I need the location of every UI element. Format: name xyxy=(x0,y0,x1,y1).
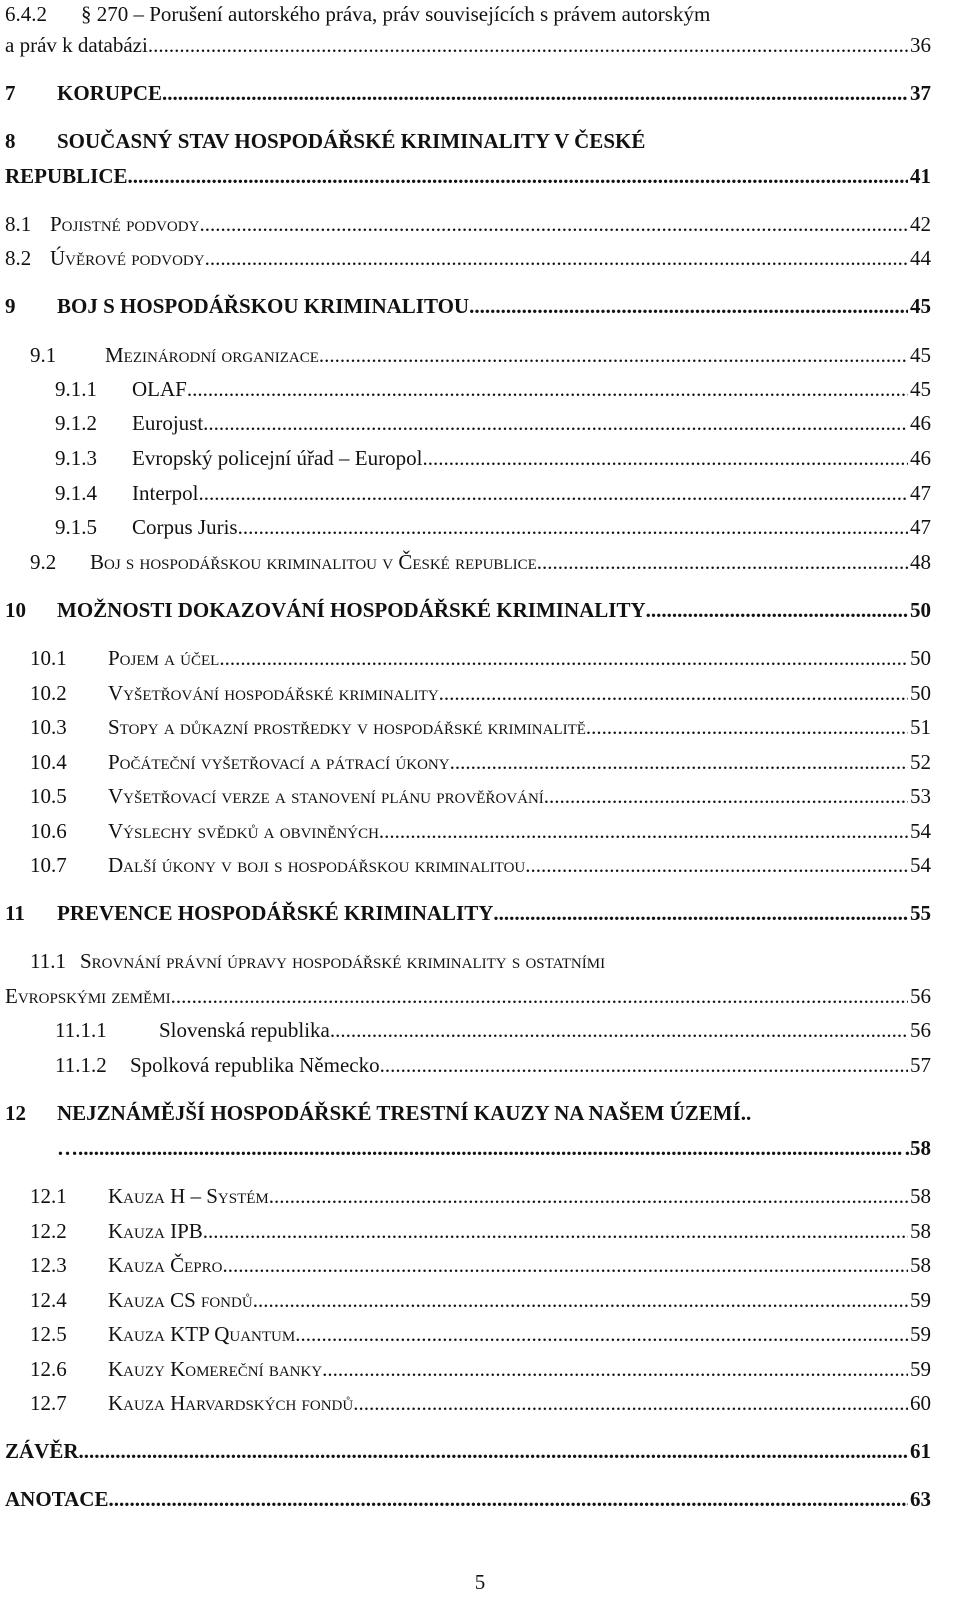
toc-number: 12.3 xyxy=(30,1253,67,1277)
dot-leader xyxy=(203,409,908,437)
toc-title: BOJ S HOSPODÁŘSKOU KRIMINALITOU xyxy=(57,294,470,318)
toc-page: 54 xyxy=(910,853,931,877)
toc-title: Slovenská republika xyxy=(159,1018,330,1042)
toc-entry-zaver[interactable] xyxy=(5,1437,931,1465)
toc-title: Vyšetřovací verze a stanovení plánu prověřování xyxy=(108,784,544,808)
toc-number: 12.2 xyxy=(30,1219,67,1243)
toc-title: Stopy a důkazní prostředky v hospodářské kriminalitě xyxy=(108,715,586,739)
toc-number: 9.1.5 xyxy=(55,515,97,539)
toc-page: 50 xyxy=(910,681,931,705)
toc-entry-9-2[interactable] xyxy=(5,548,931,576)
dot-leader xyxy=(253,1286,908,1314)
toc-page: 57 xyxy=(910,1053,931,1077)
toc-title: Eurojust xyxy=(132,411,204,435)
toc-title: a práv k databázi xyxy=(5,33,148,57)
dot-leader xyxy=(450,748,908,776)
toc-entry-9[interactable] xyxy=(5,292,931,320)
toc-entry-8-1[interactable] xyxy=(5,210,931,238)
dot-leader xyxy=(469,292,908,320)
toc-title: MOŽNOSTI DOKAZOVÁNÍ HOSPODÁŘSKÉ KRIMINALITY xyxy=(57,598,646,622)
toc-page: 58 xyxy=(910,1253,931,1277)
toc-title: ZÁVĚR xyxy=(5,1439,79,1463)
toc-title: Boj s hospodářskou kriminalitou v České republice xyxy=(90,550,537,574)
dot-leader xyxy=(148,31,908,59)
toc-entry-9-1-3[interactable] xyxy=(5,444,931,472)
toc-page: 44 xyxy=(910,246,931,270)
toc-entry-10-3[interactable] xyxy=(5,713,931,741)
toc-number: 8.1 xyxy=(5,212,32,236)
dot-leader xyxy=(322,1355,908,1383)
toc-title: Srovnání právní úpravy hospodářské kriminality s ostatními xyxy=(80,949,606,973)
dot-leader xyxy=(128,162,908,190)
toc-number: 12 xyxy=(5,1101,26,1125)
toc-number: 10.4 xyxy=(30,750,67,774)
toc-entry-6-4-2-cont[interactable] xyxy=(5,31,931,59)
dot-leader xyxy=(380,1051,908,1079)
toc-page: 41 xyxy=(910,164,931,188)
toc-page: 45 xyxy=(910,377,931,401)
toc-entry-8-cont[interactable] xyxy=(5,162,931,190)
toc-number: 10.1 xyxy=(30,646,67,670)
toc-entry-9-1-5[interactable] xyxy=(5,513,931,541)
toc-page: 59 xyxy=(910,1288,931,1312)
dot-leader xyxy=(319,341,908,369)
toc-entry-9-1-1[interactable] xyxy=(5,375,931,403)
toc-title: Pojem a účel xyxy=(108,646,220,670)
toc-number: 9.1.3 xyxy=(55,446,97,470)
toc-title: Mezinárodní organizace xyxy=(105,343,319,367)
dot-leader xyxy=(422,444,908,472)
toc-page: .58 xyxy=(904,1136,931,1160)
dot-leader xyxy=(330,1016,908,1044)
toc-page: 45 xyxy=(910,343,931,367)
toc-number: 7 xyxy=(5,81,16,105)
toc-entry-9-1[interactable] xyxy=(5,341,931,369)
toc-number: 12.7 xyxy=(30,1391,67,1415)
toc-entry-9-1-2[interactable] xyxy=(5,409,931,437)
toc-entry-10-1[interactable] xyxy=(5,644,931,672)
dot-leader xyxy=(353,1389,908,1417)
toc-entry-10-4[interactable] xyxy=(5,748,931,776)
toc-title: Evropskými zeměmi xyxy=(5,984,171,1008)
toc-page: 50 xyxy=(910,646,931,670)
toc-page: 58 xyxy=(910,1219,931,1243)
dot-leader xyxy=(646,596,908,624)
toc-number: 9.1.1 xyxy=(55,377,97,401)
dot-leader xyxy=(198,479,908,507)
toc-entry-12-cont[interactable] xyxy=(5,1134,931,1162)
dot-leader xyxy=(219,644,908,672)
dot-leader xyxy=(203,1217,908,1245)
toc-page: 45 xyxy=(910,294,931,318)
toc-entry-11-1[interactable] xyxy=(5,947,931,975)
toc-title: Kauzy Komereční banky xyxy=(108,1357,323,1381)
toc-entry-10[interactable] xyxy=(5,596,931,624)
toc-title: SOUČASNÝ STAV HOSPODÁŘSKÉ KRIMINALITY V ČESKÉ xyxy=(57,129,646,153)
toc-page: 59 xyxy=(910,1322,931,1346)
toc-title: Pojistné podvody xyxy=(50,212,200,236)
toc-number: 10.5 xyxy=(30,784,67,808)
toc-number: 11.1.2 xyxy=(55,1053,107,1077)
toc-entry-12[interactable] xyxy=(5,1099,931,1127)
toc-number: 10.3 xyxy=(30,715,67,739)
dot-leader xyxy=(295,1320,908,1348)
dot-leader xyxy=(162,79,908,107)
toc-entry-12-5[interactable] xyxy=(5,1320,931,1348)
toc-page: 53 xyxy=(910,784,931,808)
toc-title: OLAF xyxy=(132,377,187,401)
toc-entry-8-2[interactable] xyxy=(5,244,931,272)
toc-page: 42 xyxy=(910,212,931,236)
toc-entry-12-7[interactable] xyxy=(5,1389,931,1417)
dot-leader xyxy=(238,513,908,541)
toc-entry-12-4[interactable] xyxy=(5,1286,931,1314)
toc-page: 47 xyxy=(910,515,931,539)
toc-page: 47 xyxy=(910,481,931,505)
toc-title: … xyxy=(57,1136,78,1160)
toc-title: Výslechy svědků a obviněných xyxy=(108,819,379,843)
page-number: 5 xyxy=(474,1570,486,1594)
toc-title: Kauza IPB xyxy=(108,1219,203,1243)
toc-entry-8[interactable] xyxy=(5,127,931,155)
toc-entry-11[interactable] xyxy=(5,899,931,927)
toc-title: Spolková republika Německo xyxy=(130,1053,380,1077)
toc-entry-12-6[interactable] xyxy=(5,1355,931,1383)
toc-page: 37 xyxy=(910,81,931,105)
dot-leader xyxy=(108,1485,908,1513)
toc-number: 10 xyxy=(5,598,26,622)
toc-number: 12.4 xyxy=(30,1288,67,1312)
toc-title: ANOTACE xyxy=(5,1487,109,1511)
toc-title: Počáteční vyšetřovací a pátrací úkony xyxy=(108,750,450,774)
toc-number: 11 xyxy=(5,901,25,925)
toc-page: 54 xyxy=(910,819,931,843)
toc-number: 9.2 xyxy=(30,550,57,574)
dot-leader xyxy=(537,548,908,576)
toc-number: 8.2 xyxy=(5,246,32,270)
dot-leader xyxy=(439,679,908,707)
dot-leader xyxy=(171,982,908,1010)
dot-leader xyxy=(379,817,908,845)
toc-number: 10.7 xyxy=(30,853,67,877)
toc-entry-9-1-4[interactable] xyxy=(5,479,931,507)
toc-number: 9.1.4 xyxy=(55,481,97,505)
toc-entry-10-7[interactable] xyxy=(5,851,931,879)
dot-leader xyxy=(544,782,908,810)
toc-number: 11.1 xyxy=(30,949,66,973)
toc-page: 48 xyxy=(910,550,931,574)
dot-leader xyxy=(222,1251,908,1279)
toc-page: 46 xyxy=(910,446,931,470)
toc-entry-11-1-2[interactable] xyxy=(5,1051,931,1079)
toc-number: 12.5 xyxy=(30,1322,67,1346)
toc-page: 46 xyxy=(910,411,931,435)
toc-entry-anotace[interactable] xyxy=(5,1485,931,1513)
toc-entry-10-5[interactable] xyxy=(5,782,931,810)
toc-entry-10-2[interactable] xyxy=(5,679,931,707)
toc-number: 10.2 xyxy=(30,681,67,705)
dot-leader xyxy=(205,244,908,272)
toc-page: 50 xyxy=(910,598,931,622)
toc-title: Úvěrové podvody xyxy=(50,246,205,270)
dot-leader xyxy=(78,1134,903,1162)
toc-entry-7[interactable] xyxy=(5,79,931,107)
toc-title: Další úkony v boji s hospodářskou kriminalitou xyxy=(108,853,526,877)
toc-entry-6-4-2[interactable] xyxy=(5,0,931,28)
toc-number: 8 xyxy=(5,129,16,153)
dot-leader xyxy=(493,899,908,927)
toc-page: 59 xyxy=(910,1357,931,1381)
dot-leader xyxy=(586,713,908,741)
toc-page: 51 xyxy=(910,715,931,739)
dot-leader xyxy=(269,1182,908,1210)
toc-entry-11-1-1[interactable] xyxy=(5,1016,931,1044)
toc-title: Kauza H – Systém xyxy=(108,1184,269,1208)
toc-page: 56 xyxy=(910,1018,931,1042)
toc-number: 12.1 xyxy=(30,1184,67,1208)
dot-leader xyxy=(187,375,908,403)
toc-page: 52 xyxy=(910,750,931,774)
dot-leader xyxy=(525,851,908,879)
toc-title: Evropský policejní úřad – Europol xyxy=(132,446,423,470)
dot-leader xyxy=(79,1437,908,1465)
toc-page: 55 xyxy=(910,901,931,925)
toc-title: Vyšetřování hospodářské kriminality xyxy=(108,681,439,705)
toc-title: Kauza KTP Quantum xyxy=(108,1322,296,1346)
toc-page: 61 xyxy=(910,1439,931,1463)
toc-number: 10.6 xyxy=(30,819,67,843)
toc-number: 6.4.2 xyxy=(5,2,47,26)
toc-number: 12.6 xyxy=(30,1357,67,1381)
toc-page: 63 xyxy=(910,1487,931,1511)
toc-title: Corpus Juris xyxy=(132,515,238,539)
toc-number: 9.1.2 xyxy=(55,411,97,435)
toc-number: 11.1.1 xyxy=(55,1018,107,1042)
toc-entry-11-1-cont[interactable] xyxy=(5,982,931,1010)
toc-title: Kauza CS fondů xyxy=(108,1288,253,1312)
toc-entry-10-6[interactable] xyxy=(5,817,931,845)
toc-entry-12-1[interactable] xyxy=(5,1182,931,1210)
toc-title: NEJZNÁMĚJŠÍ HOSPODÁŘSKÉ TRESTNÍ KAUZY NA NAŠEM ÚZEMÍ.. xyxy=(57,1101,752,1125)
toc-title: Interpol xyxy=(132,481,199,505)
dot-leader xyxy=(199,210,908,238)
toc-page: 60 xyxy=(910,1391,931,1415)
toc-title: PREVENCE HOSPODÁŘSKÉ KRIMINALITY xyxy=(57,901,494,925)
toc-entry-12-2[interactable] xyxy=(5,1217,931,1245)
toc-title: § 270 – Porušení autorského práva, práv souvisejících s právem autorským xyxy=(81,2,711,26)
toc-entry-12-3[interactable] xyxy=(5,1251,931,1279)
toc-title: KORUPCE xyxy=(57,81,162,105)
toc-page: 36 xyxy=(910,33,931,57)
toc-title: Kauza Harvardských fondů xyxy=(108,1391,354,1415)
toc-page: 58 xyxy=(910,1184,931,1208)
toc-title: Kauza Čepro xyxy=(108,1253,223,1277)
toc-page: 56 xyxy=(910,984,931,1008)
toc-number: 9 xyxy=(5,294,16,318)
toc-title: REPUBLICE xyxy=(5,164,128,188)
toc-number: 9.1 xyxy=(30,343,57,367)
